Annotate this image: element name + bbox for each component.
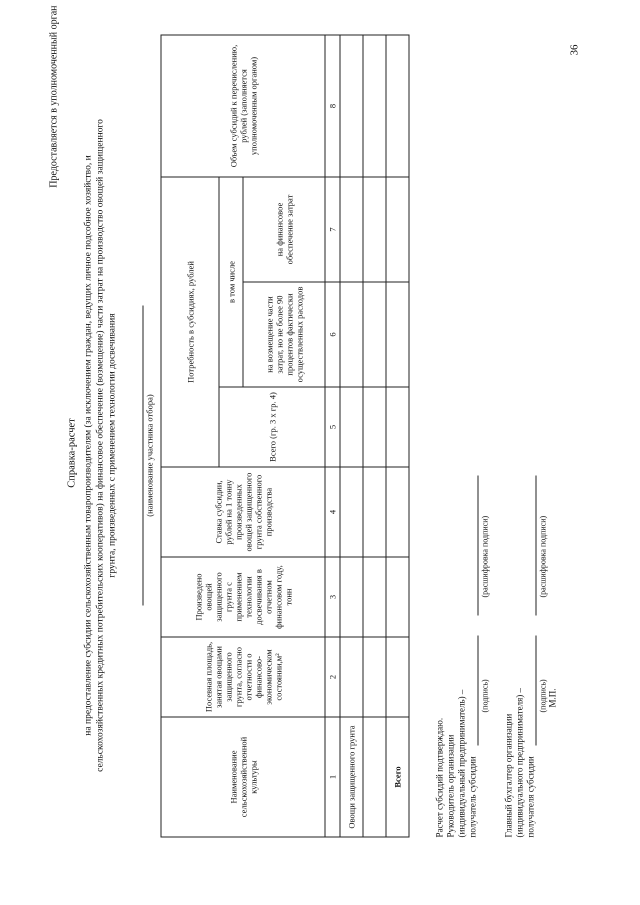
head-signature-line [477,635,478,745]
header-financing: на финансовое обеспечение затрат [243,177,325,282]
column-number: 6 [325,282,340,387]
table-cell [340,282,363,387]
table-cell [340,557,363,637]
head-decode-line [477,475,478,615]
confirm-text: Расчет субсидий подтверждаю. [434,717,444,837]
column-number: 5 [325,387,340,467]
accountant-decode-line [535,475,536,615]
table-cell [363,282,386,387]
table-cell [363,177,386,282]
table-cell [340,387,363,467]
accountant-label-line-1: Главный бухгалтер организации [503,713,513,837]
header-sown-area: Посевная площадь, занятая овощами защищенного грунта, согласно отчетности о финансово-экономическом состоянии,м² [161,637,325,717]
accountant-decode-caption: (расшифровка подписи) [538,515,547,597]
row-name: Овощи защищенного грунта [340,717,363,837]
page-number: 36 [568,44,580,55]
table-cell [363,35,386,177]
row-name-total: Всего [386,717,409,837]
table-cell [340,467,363,557]
head-label-line-2: (индивидуальный предприниматель) – [456,689,466,837]
header-rate: Ставка субсидии, рублей на 1 тонну произведенных овощей защищенного грунта собственного производства [161,467,325,557]
accountant-signature-row [525,137,547,837]
column-number: 3 [325,557,340,637]
column-number: 1 [325,717,340,837]
subtitle-line-1: на предоставление субсидии сельскохозяйственным товаропроизводителям (за исключением граждан, ведущих личное подсобное хозяйство, и [83,154,93,736]
authority-note: Предоставляется в уполномоченный орган [48,5,59,188]
column-number: 4 [325,467,340,557]
subsidy-calculation-table [160,34,409,837]
table-cell [363,387,386,467]
subtitle-line-2: сельскохозяйственных кредитных потребительских кооперативов) на финансовое обеспечение (возмещение) части затрат на производство овощей защищенного [95,118,105,772]
header-volume: Объем субсидий к перечислению, рублей (заполняется уполномоченным органом) [161,35,325,177]
table-cell [363,637,386,717]
header-produced: Произведено овощей защищенного грунта с применением технологии досвечивания в отчетном финансовом году, тонн [161,557,325,637]
head-sign-caption: (подпись) [480,678,489,712]
accountant-signature-line [535,635,536,745]
document-title: Справка-расчет [66,417,77,488]
table-row [340,35,363,837]
table-cell [363,467,386,557]
subtitle-line-3: грунта, произведенных с применением технологии досвечивания [107,312,117,578]
table-row [363,35,386,837]
table-cell [386,637,409,717]
accountant-label-line-2: (индивидуального предпринимателя) – [514,687,524,837]
table-cell [386,557,409,637]
head-label-line-1: Руководитель организации [445,734,455,837]
table-row-total [386,35,409,837]
table-cell [340,177,363,282]
column-number: 7 [325,177,340,282]
column-number: 2 [325,637,340,717]
table-cell [386,282,409,387]
table-cell [386,35,409,177]
column-numbers-row [325,35,340,837]
stamp-mark: М.П. [547,687,557,707]
table-cell [340,35,363,177]
header-total-formula: Всего (гр. 3 х гр. 4) [219,387,325,467]
table-cell [386,387,409,467]
table-cell [340,637,363,717]
head-decode-caption: (расшифровка подписи) [480,515,489,597]
header-including: в том числе [219,177,243,387]
signature-block [434,137,558,837]
table-cell [386,467,409,557]
accountant-sign-caption: (подпись) [538,678,547,712]
header-reimbursement: на возмещение части затрат, но не более 90 процентов фактически осуществленных расходов [243,282,325,387]
accountant-label-line-3: получателя субсидии [525,755,535,837]
column-number: 8 [325,35,340,177]
participant-name-line [142,305,143,605]
head-label-line-3: получатель субсидии [467,755,477,837]
header-crop-name: Наименование сельскохозяйственной культуры [161,717,325,837]
row-name [363,717,386,837]
head-signature-row [467,137,489,837]
participant-caption: (наименование участника отбора) [144,393,154,517]
table-cell [363,557,386,637]
table-cell [386,177,409,282]
header-need: Потребность в субсидиях, рублей [161,177,219,467]
